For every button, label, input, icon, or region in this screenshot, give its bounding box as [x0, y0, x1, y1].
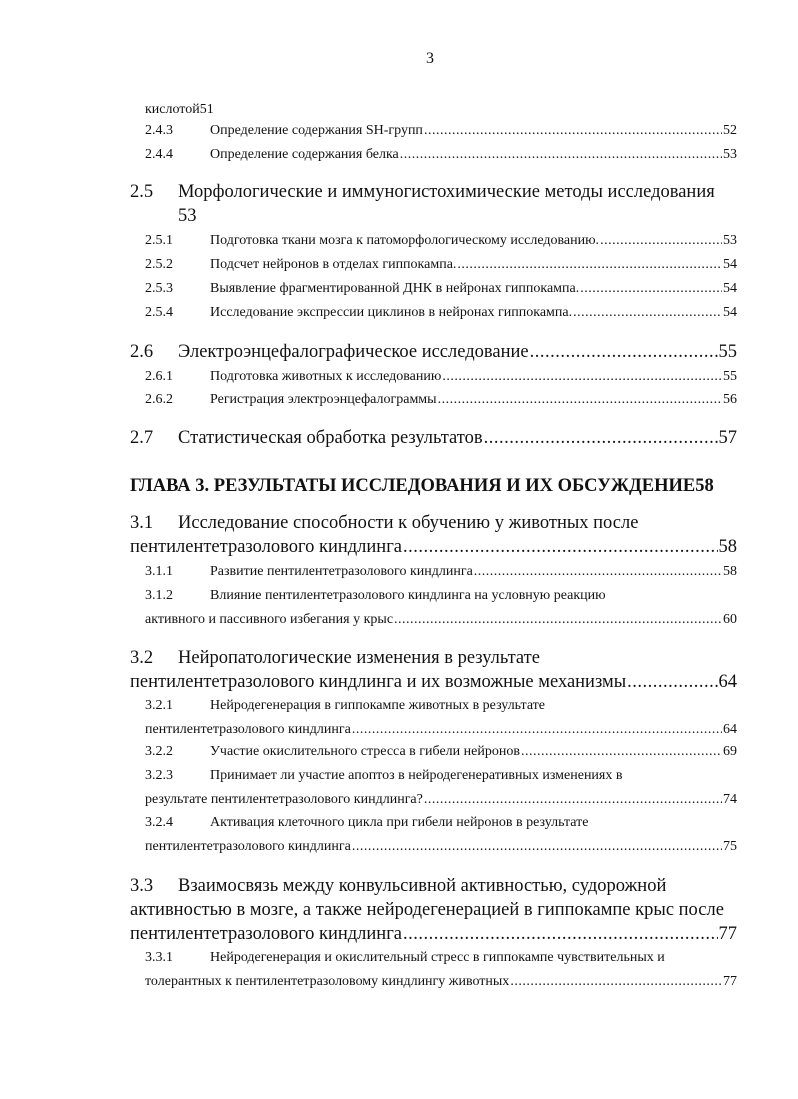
section-title: кислотой51 — [145, 102, 214, 117]
section-number: 2.6.1 — [145, 369, 173, 384]
section-title: Подготовка ткани мозга к патоморфологическому исследованию. — [210, 233, 600, 248]
section-number: 2.5 — [130, 182, 154, 202]
toc-entry[interactable] — [145, 120, 737, 142]
toc-entry[interactable] — [130, 510, 638, 536]
page-ref: 58 — [695, 476, 714, 496]
section-title: Нейропатологические изменения в результате — [178, 648, 540, 668]
section-title: Выявление фрагментированной ДНК в нейронах гиппокампа. — [210, 281, 580, 296]
toc-entry[interactable] — [145, 741, 737, 763]
section-number: 3.3 — [130, 876, 154, 896]
section-title: пентилентетразолового киндлинга — [145, 839, 351, 854]
section-number: 2.5.2 — [145, 257, 173, 272]
section-title: Участие окислительного стресса в гибели нейронов — [210, 744, 520, 759]
toc-entry[interactable] — [145, 609, 737, 631]
dot-leader — [457, 254, 722, 276]
dot-leader — [424, 120, 722, 142]
toc-entry[interactable] — [145, 585, 606, 607]
dot-leader — [580, 278, 722, 300]
dot-leader — [403, 534, 718, 560]
toc-entry[interactable] — [145, 812, 588, 834]
dot-leader — [474, 561, 722, 583]
page-ref: 53 — [178, 206, 197, 226]
toc-entry[interactable] — [130, 473, 737, 499]
toc-entry[interactable] — [145, 278, 737, 300]
toc-entry[interactable] — [145, 366, 737, 388]
section-title: Регистрация электроэнцефалограммы — [210, 392, 437, 407]
section-number: 3.2.2 — [145, 744, 173, 759]
dot-leader — [600, 230, 722, 252]
section-title: ГЛАВА 3. РЕЗУЛЬТАТЫ ИССЛЕДОВАНИЯ И ИХ ОБСУЖДЕНИЕ — [130, 476, 696, 496]
page-ref: 69 — [723, 744, 737, 759]
page-ref: 52 — [723, 123, 737, 138]
section-title: Принимает ли участие апоптоз в нейродегенеративных изменениях в — [210, 768, 623, 783]
toc-entry[interactable] — [145, 789, 737, 811]
section-title: активного и пассивного избегания у крыс — [145, 612, 394, 627]
page-ref: 58 — [718, 537, 737, 557]
toc-entry[interactable] — [145, 836, 737, 858]
section-title: Определение содержания SH-групп — [210, 123, 423, 138]
section-number: 3.2.4 — [145, 815, 173, 830]
page-ref: 54 — [723, 281, 737, 296]
section-number: 3.2.3 — [145, 768, 173, 783]
page-ref: 55 — [718, 342, 737, 362]
page-ref: 74 — [723, 792, 737, 807]
toc-entry[interactable] — [145, 971, 737, 993]
toc-entry[interactable] — [145, 765, 622, 787]
section-number: 2.5.4 — [145, 305, 173, 320]
section-title: Нейродегенерация в гиппокампе животных в результате — [210, 698, 546, 713]
dot-leader — [438, 389, 722, 411]
page-ref: 53 — [723, 147, 737, 162]
toc-entry[interactable] — [145, 302, 737, 324]
section-title: Подсчет нейронов в отделах гиппокампа. — [210, 257, 457, 272]
page-ref: 64 — [723, 722, 737, 737]
page-ref: 56 — [723, 392, 737, 407]
section-number: 2.6.2 — [145, 392, 173, 407]
toc-entry[interactable] — [145, 254, 737, 276]
toc-entry[interactable] — [145, 561, 737, 583]
section-title: Взаимосвязь между конвульсивной активностью, судорожной — [178, 876, 667, 896]
dot-leader — [352, 836, 722, 858]
toc-entry[interactable] — [145, 947, 665, 969]
section-title: Нейродегенерация и окислительный стресс в гиппокампе чувствительных и — [210, 950, 665, 965]
page-ref: 64 — [718, 672, 737, 692]
section-title: Исследование экспрессии циклинов в нейронах гиппокампа. — [210, 305, 573, 320]
page-ref: 55 — [723, 369, 737, 384]
dot-leader — [394, 609, 722, 631]
toc-entry[interactable] — [145, 719, 737, 741]
toc-entry[interactable] — [130, 669, 737, 695]
section-number: 3.3.1 — [145, 950, 173, 965]
toc-entry[interactable] — [145, 230, 737, 252]
toc-entry[interactable] — [130, 179, 715, 205]
toc-entry[interactable] — [145, 389, 737, 411]
section-number: 2.4.3 — [145, 123, 173, 138]
dot-leader — [521, 741, 722, 763]
page-number: 3 — [426, 50, 434, 67]
section-title: Исследование способности к обучению у животных после — [178, 513, 639, 533]
section-title: активностью в мозге, а также нейродегенерацией в гиппокампе крыс после — [130, 900, 724, 920]
dot-leader — [573, 302, 722, 324]
section-number: 3.2.1 — [145, 698, 173, 713]
dot-leader — [424, 789, 722, 811]
dot-leader — [627, 669, 717, 695]
dot-leader — [442, 366, 722, 388]
page-ref: 75 — [723, 839, 737, 854]
toc-entry[interactable] — [130, 921, 737, 947]
section-title: Активация клеточного цикла при гибели нейронов в результате — [210, 815, 589, 830]
section-number: 2.6 — [130, 342, 154, 362]
section-number: 3.1.1 — [145, 564, 173, 579]
toc-entry[interactable] — [130, 897, 724, 923]
section-number: 3.1 — [130, 513, 154, 533]
toc-entry[interactable] — [130, 425, 737, 451]
dot-leader — [400, 144, 722, 166]
dot-leader — [530, 339, 718, 365]
page-ref: 53 — [723, 233, 737, 248]
section-number: 2.5.3 — [145, 281, 173, 296]
toc-entry[interactable] — [145, 695, 545, 717]
toc-entry[interactable] — [145, 99, 214, 121]
section-title: пентилентетразолового киндлинга — [130, 924, 402, 944]
section-title: Подготовка животных к исследованию — [210, 369, 442, 384]
dot-leader — [510, 971, 722, 993]
dot-leader — [484, 425, 718, 451]
section-title: пентилентетразолового киндлинга и их возможные механизмы — [130, 672, 627, 692]
page-ref: 54 — [723, 305, 737, 320]
section-title: Влияние пентилентетразолового киндлинга на условную реакцию — [210, 588, 606, 603]
section-title: результате пентилентетразолового киндлинга? — [145, 792, 423, 807]
toc-entry[interactable] — [130, 534, 737, 560]
section-title: Определение содержания белка — [210, 147, 399, 162]
section-number: 2.5.1 — [145, 233, 173, 248]
section-number: 2.7 — [130, 428, 154, 448]
page-ref: 77 — [723, 974, 737, 989]
dot-leader — [352, 719, 722, 741]
toc-entry[interactable] — [145, 144, 737, 166]
section-title: пентилентетразолового киндлинга — [130, 537, 402, 557]
section-number: 2.4.4 — [145, 147, 173, 162]
toc-entry[interactable] — [130, 645, 540, 671]
toc-entry[interactable] — [130, 339, 737, 365]
section-title: толерантных к пентилентетразоловому киндлингу животных — [145, 974, 510, 989]
page-ref: 58 — [723, 564, 737, 579]
section-title: Развитие пентилентетразолового киндлинга — [210, 564, 473, 579]
toc-entry[interactable] — [130, 873, 666, 899]
page-ref: 60 — [723, 612, 737, 627]
page-ref: 77 — [718, 924, 737, 944]
section-number: 3.2 — [130, 648, 154, 668]
section-title: Электроэнцефалографическое исследование — [178, 342, 529, 362]
page-ref: 54 — [723, 257, 737, 272]
section-title: пентилентетразолового киндлинга — [145, 722, 351, 737]
page-ref: 57 — [718, 428, 737, 448]
section-title: Статистическая обработка результатов — [178, 428, 483, 448]
toc-entry[interactable] — [178, 203, 197, 229]
section-number: 3.1.2 — [145, 588, 173, 603]
dot-leader — [403, 921, 718, 947]
section-title: Морфологические и иммуногистохимические методы исследования — [178, 182, 715, 202]
